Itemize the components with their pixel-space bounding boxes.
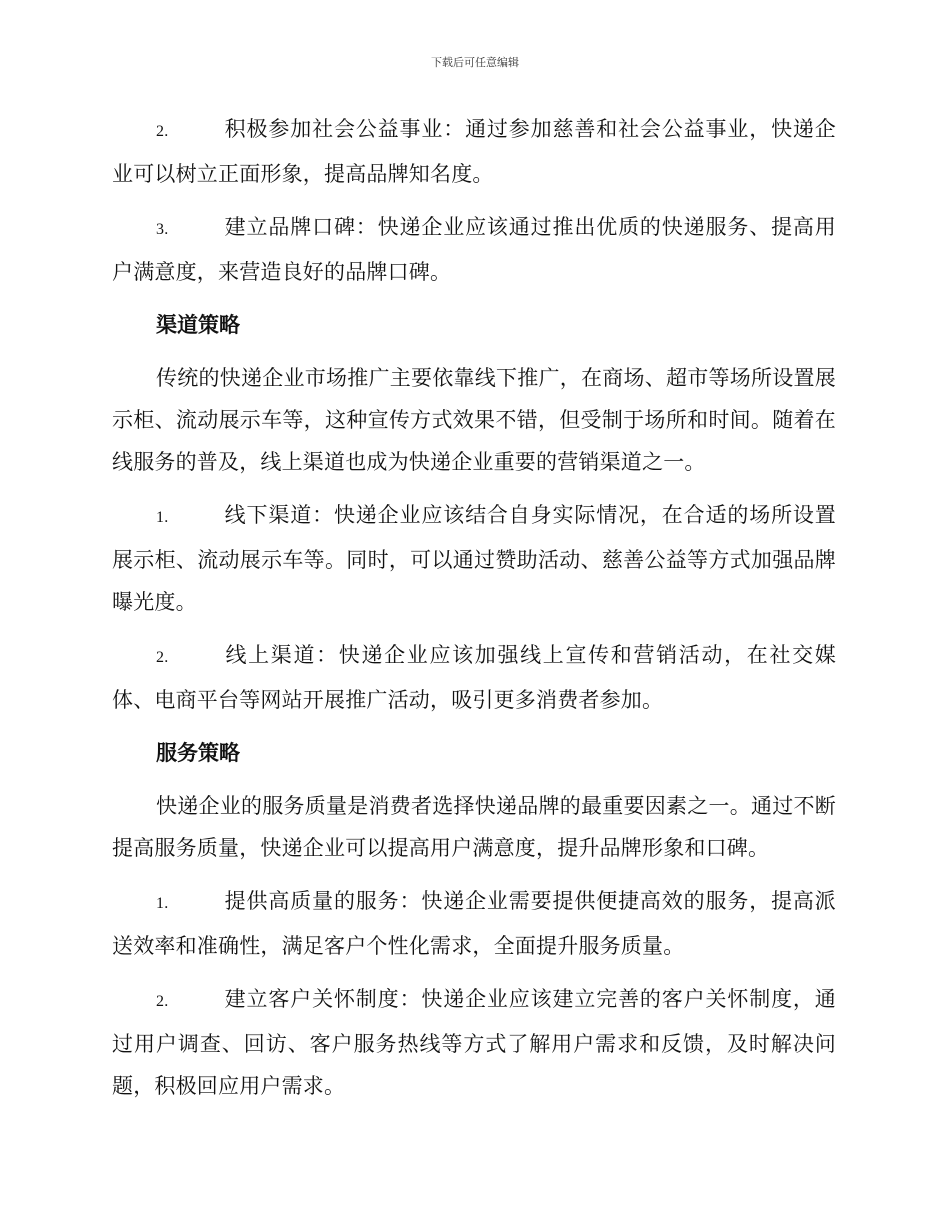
list-number: 2. (156, 649, 169, 666)
list-number: 2. (156, 123, 169, 140)
list-number: 1. (156, 509, 169, 526)
list-item (112, 108, 836, 195)
page-header: 下载后可任意编辑 (431, 56, 519, 69)
list-item (112, 978, 836, 1107)
paragraph: 快递企业的服务质量是消费者选择快递品牌的最重要因素之一。通过不断提高服务质量，快递企业可以提高用户满意度，提升品牌形象和口碑。 (112, 794, 836, 860)
list-item (112, 880, 836, 967)
list-item-text: 建立品牌口碑：快递企业应该通过推出优质的快递服务、提高用户满意度，来营造良好的品牌口碑。 (112, 215, 836, 284)
list-number: 1. (156, 895, 169, 912)
list-item-text: 线上渠道：快递企业应该加强线上宣传和营销活动，在社交媒体、电商平台等网站开展推广活动，吸引更多消费者参加。 (112, 643, 836, 712)
section-heading-channel: 渠道策略 (156, 313, 240, 337)
list-item (112, 494, 836, 623)
list-number: 2. (156, 993, 169, 1010)
list-item-text: 线下渠道：快递企业应该结合自身实际情况，在合适的场所设置展示柜、流动展示车等。同时，可以通过赞助活动、慈善公益等方式加强品牌曝光度。 (112, 503, 836, 614)
list-number: 3. (156, 221, 169, 238)
document-body (112, 108, 836, 1118)
list-item (112, 634, 836, 721)
list-item-text: 提供高质量的服务：快递企业需要提供便捷高效的服务，提高派送效率和准确性，满足客户个性化需求，全面提升服务质量。 (112, 889, 836, 958)
list-item-text: 建立客户关怀制度：快递企业应该建立完善的客户关怀制度，通过用户调查、回访、客户服务热线等方式了解用户需求和反馈，及时解决问题，积极回应用户需求。 (112, 987, 836, 1098)
section-heading-service: 服务策略 (156, 741, 240, 765)
paragraph: 传统的快递企业市场推广主要依靠线下推广，在商场、超市等场所设置展示柜、流动展示车等，这种宣传方式效果不错，但受制于场所和时间。随着在线服务的普及，线上渠道也成为快递企业重要的营销渠道之一。 (112, 366, 836, 474)
list-item (112, 206, 836, 293)
list-item-text: 积极参加社会公益事业：通过参加慈善和社会公益事业，快递企业可以树立正面形象，提高品牌知名度。 (112, 117, 836, 186)
